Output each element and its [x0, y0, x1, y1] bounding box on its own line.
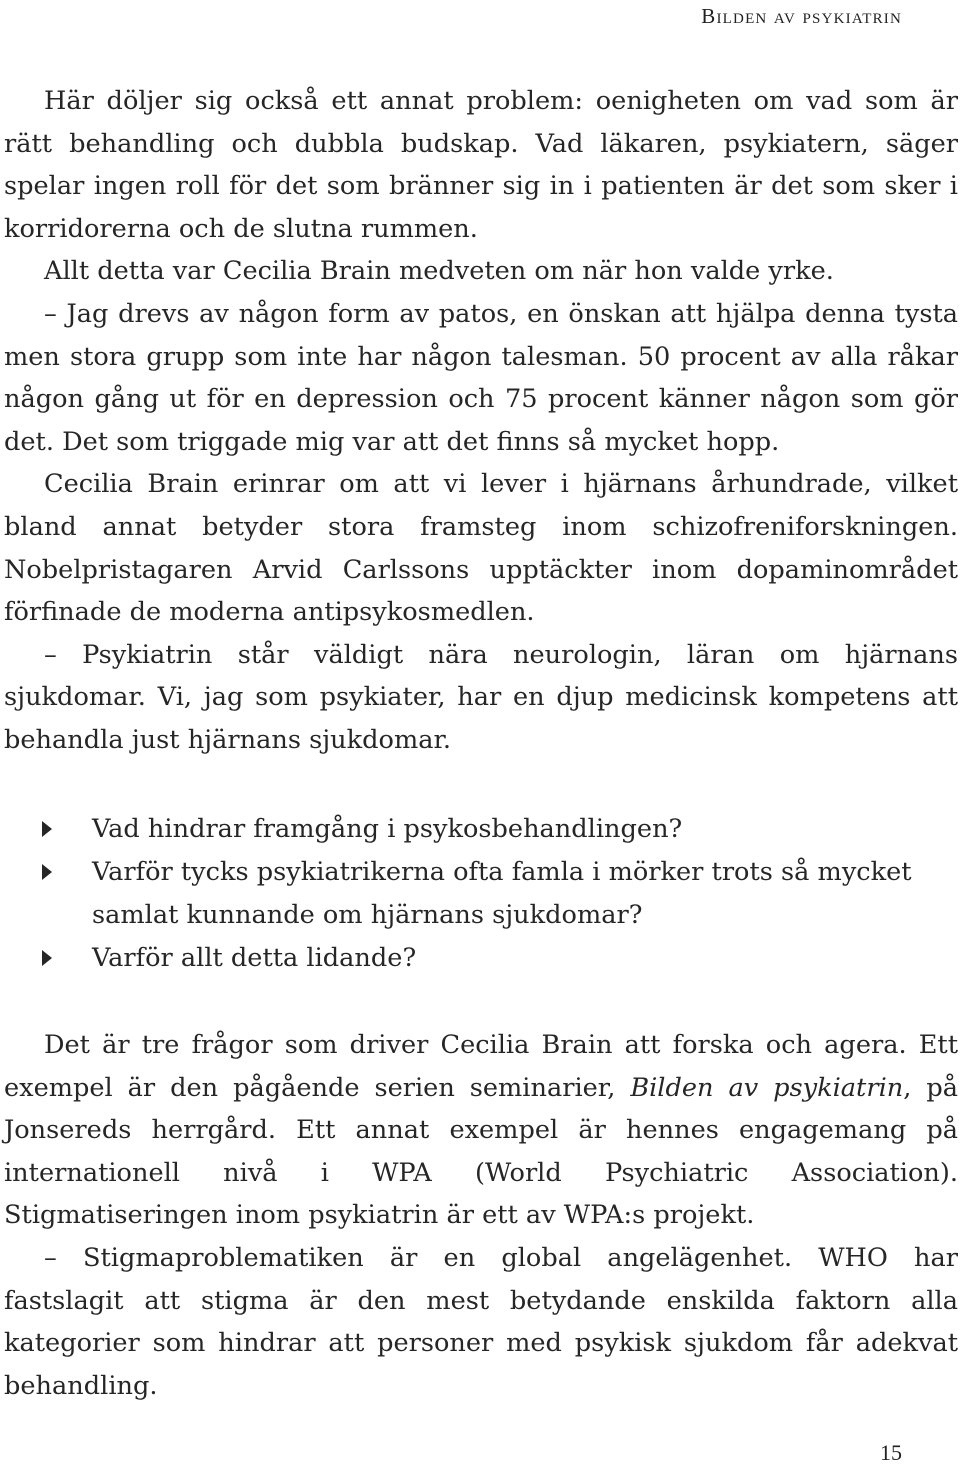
paragraph-text: , på Jonsereds herrgård. Ett annat exempel är hennes engagemang på internationell nivå i WPA (World Psychiatric Association). Stigmatiseringen inom psykiatrin är ett av WPA:s projekt. — [4, 1072, 958, 1231]
paragraph: Cecilia Brain erinrar om att vi lever i hjärnans århundrade, vilket bland annat betyder stora framsteg inom schizofreniforskningen. Nobelpristagaren Arvid Carlssons upptäckter inom dopaminområdet förfinade de moderna antipsykosmedlen. — [4, 469, 958, 628]
quote-paragraph: – Stigmaproblematiken är en global angelägenhet. WHO har fastslagit att stigma är den mest betydande enskilda faktorn alla kategorier som hindrar att personer med psykisk sjukdom får adekvat behandling. — [4, 1242, 958, 1401]
question-list — [40, 808, 940, 980]
running-head: Bilden av psykiatrin — [701, 4, 902, 28]
article-section-2 — [4, 1024, 958, 1407]
question-item — [40, 937, 940, 980]
question-item — [40, 808, 940, 851]
question-text: Vad hindrar framgång i psykosbehandlingen? — [92, 814, 683, 844]
seminar-series-title: Bilden av psykiatrin — [630, 1072, 904, 1103]
quote-paragraph: – Psykiatrin står väldigt nära neurologin, läran om hjärnans sjukdomar. Vi, jag som psykiater, har en djup medicinsk kompetens att behandla just hjärnans sjukdomar. — [4, 639, 958, 755]
paragraph: Här döljer sig också ett annat problem: oenigheten om vad som är rätt behandling och dubbla budskap. Vad läkaren, psykiatern, säger spelar ingen roll för det som bränner sig in i patienten är det som sker i korridorerna och de slutna rummen. — [4, 86, 958, 244]
triangle-bullet-icon — [42, 950, 52, 966]
paragraph — [4, 1024, 958, 1237]
paragraph-text: Det är tre frågor som driver Cecilia Brain att forska och agera. Ett exempel är den pågående serien seminarier, — [4, 1030, 958, 1103]
question-text: Varför tycks psykiatrikerna ofta famla i mörker trots så mycket samlat kunnande om hjärnans sjukdomar? — [92, 857, 912, 930]
article-section-1 — [4, 80, 958, 762]
question-item — [40, 851, 940, 937]
quote-paragraph: – Jag drevs av någon form av patos, en önskan att hjälpa denna tysta men stora grupp som inte har någon talesman. 50 procent av alla råkar någon gång ut för en depression och 75 procent känner någon som gör det. Det som triggade mig var att det finns så mycket hopp. — [4, 298, 958, 457]
question-text: Varför allt detta lidande? — [92, 943, 417, 973]
paragraph: Allt detta var Cecilia Brain medveten om när hon valde yrke. — [44, 256, 834, 287]
triangle-bullet-icon — [42, 821, 52, 837]
triangle-bullet-icon — [42, 864, 52, 880]
page-number: 15 — [880, 1440, 902, 1465]
